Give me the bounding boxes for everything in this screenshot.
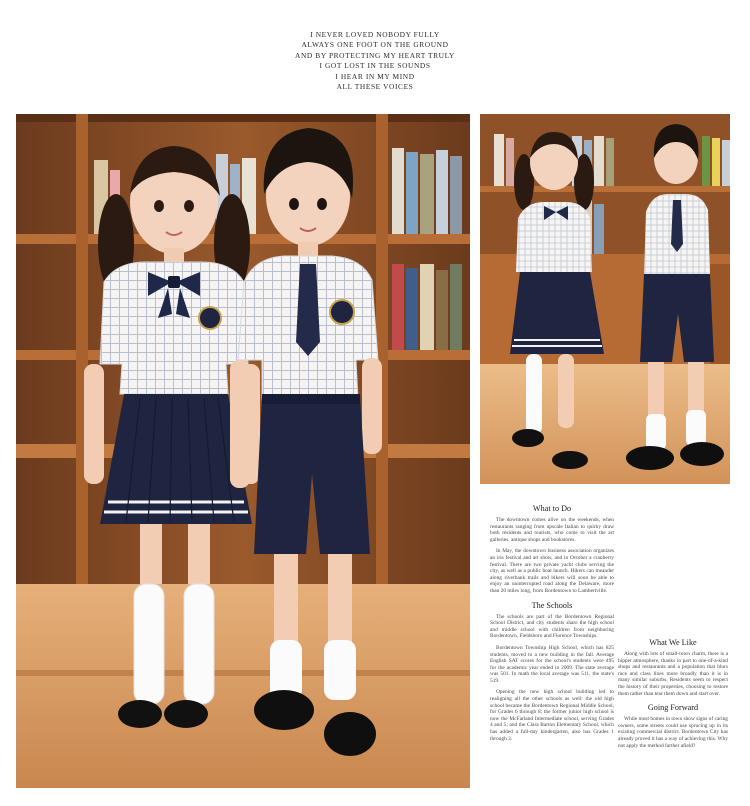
section-heading: Going Forward	[647, 703, 699, 713]
section-heading: The Schools	[531, 600, 573, 610]
poem-line: I HEAR IN MY MIND	[335, 71, 415, 81]
section-heading: What to Do	[532, 504, 572, 513]
main-photo-illustration	[16, 114, 470, 788]
section-paragraph: Opening the new high school building led to realigning all the other schools as well: the old high school became the Bordentown Regional Middle School, for Grades 6 through 8; the former junior high school is now the McFarland Intermediate school, serving Grades 4 and 5; and the Clara Barton Elementary School, which has added a full-day kindergarten, also has Grades 1 through 3.	[490, 689, 614, 742]
section-paragraph: Bordentown Township High School, which has 825 students, moved to a new building in the fall. Average English SAT scores for the school's students were 495 for the academic year ended in 2009. The state average was 501. In math the local average was 511, the state's 519.	[490, 644, 614, 684]
poem-line: ALWAYS ONE FOOT ON THE GROUND	[301, 40, 449, 50]
side-photo-illustration	[480, 114, 730, 484]
section-paragraph: While most homes in town show signs of caring owners, some streets could use sprucing up in its existing commercial district. Bordentown City has already proved it has a way of achieving this. Why not apply the method farther afield?	[618, 716, 728, 749]
poem-line: I NEVER LOVED NOBODY FULLY	[310, 30, 440, 39]
side-uniform-photo	[480, 114, 730, 484]
poem-line: AND BY PROTECTING MY HEART TRULY	[295, 50, 455, 60]
main-uniform-photo	[16, 114, 470, 788]
article-block	[480, 500, 730, 796]
section-paragraph: The schools are part of the Bordentown Regional School District, and city students share the high school and middle school with children from neighboring Bordentown, Fieldsboro and Florence Townships.	[490, 613, 614, 640]
article-column-left	[490, 504, 614, 747]
section-paragraph: Along with lots of small-town charm, there is a hipper atmosphere, thanks in part to one-of-a-kind shops and restaurants and a population that blurs race and class lines more broadly than it is in many similar suburbs. Residents seem to respect the history of their properties, choosing to restore them rather than tear them down and start over.	[618, 651, 728, 697]
section-heading: What We Like	[649, 638, 697, 647]
poem-line: ALL THESE VOICES	[336, 82, 414, 92]
section-paragraph: In May, the downtown business association organizes an iris festival and art show, and in October a cranberry festival. There are two private yacht clubs serving the city, as well as a public boat launch. Hikers can meander along riverbank trails and bikers will soon be able to enjoy an uninterrupted road along the Delaware, more than 20 miles long, from Bordentown to Lambertville.	[490, 548, 614, 594]
books-middle	[392, 264, 462, 350]
section-paragraph: The downtown comes alive on the weekends, when restaurants ranging from upscale Italian to quirky draw both residents and tourists, who come to visit the art galleries, antique shops and bookstores.	[490, 517, 614, 543]
article-column-right	[618, 638, 728, 754]
poem-block	[0, 30, 750, 92]
poem-line: I GOT LOST IN THE SOUNDS	[319, 61, 431, 71]
